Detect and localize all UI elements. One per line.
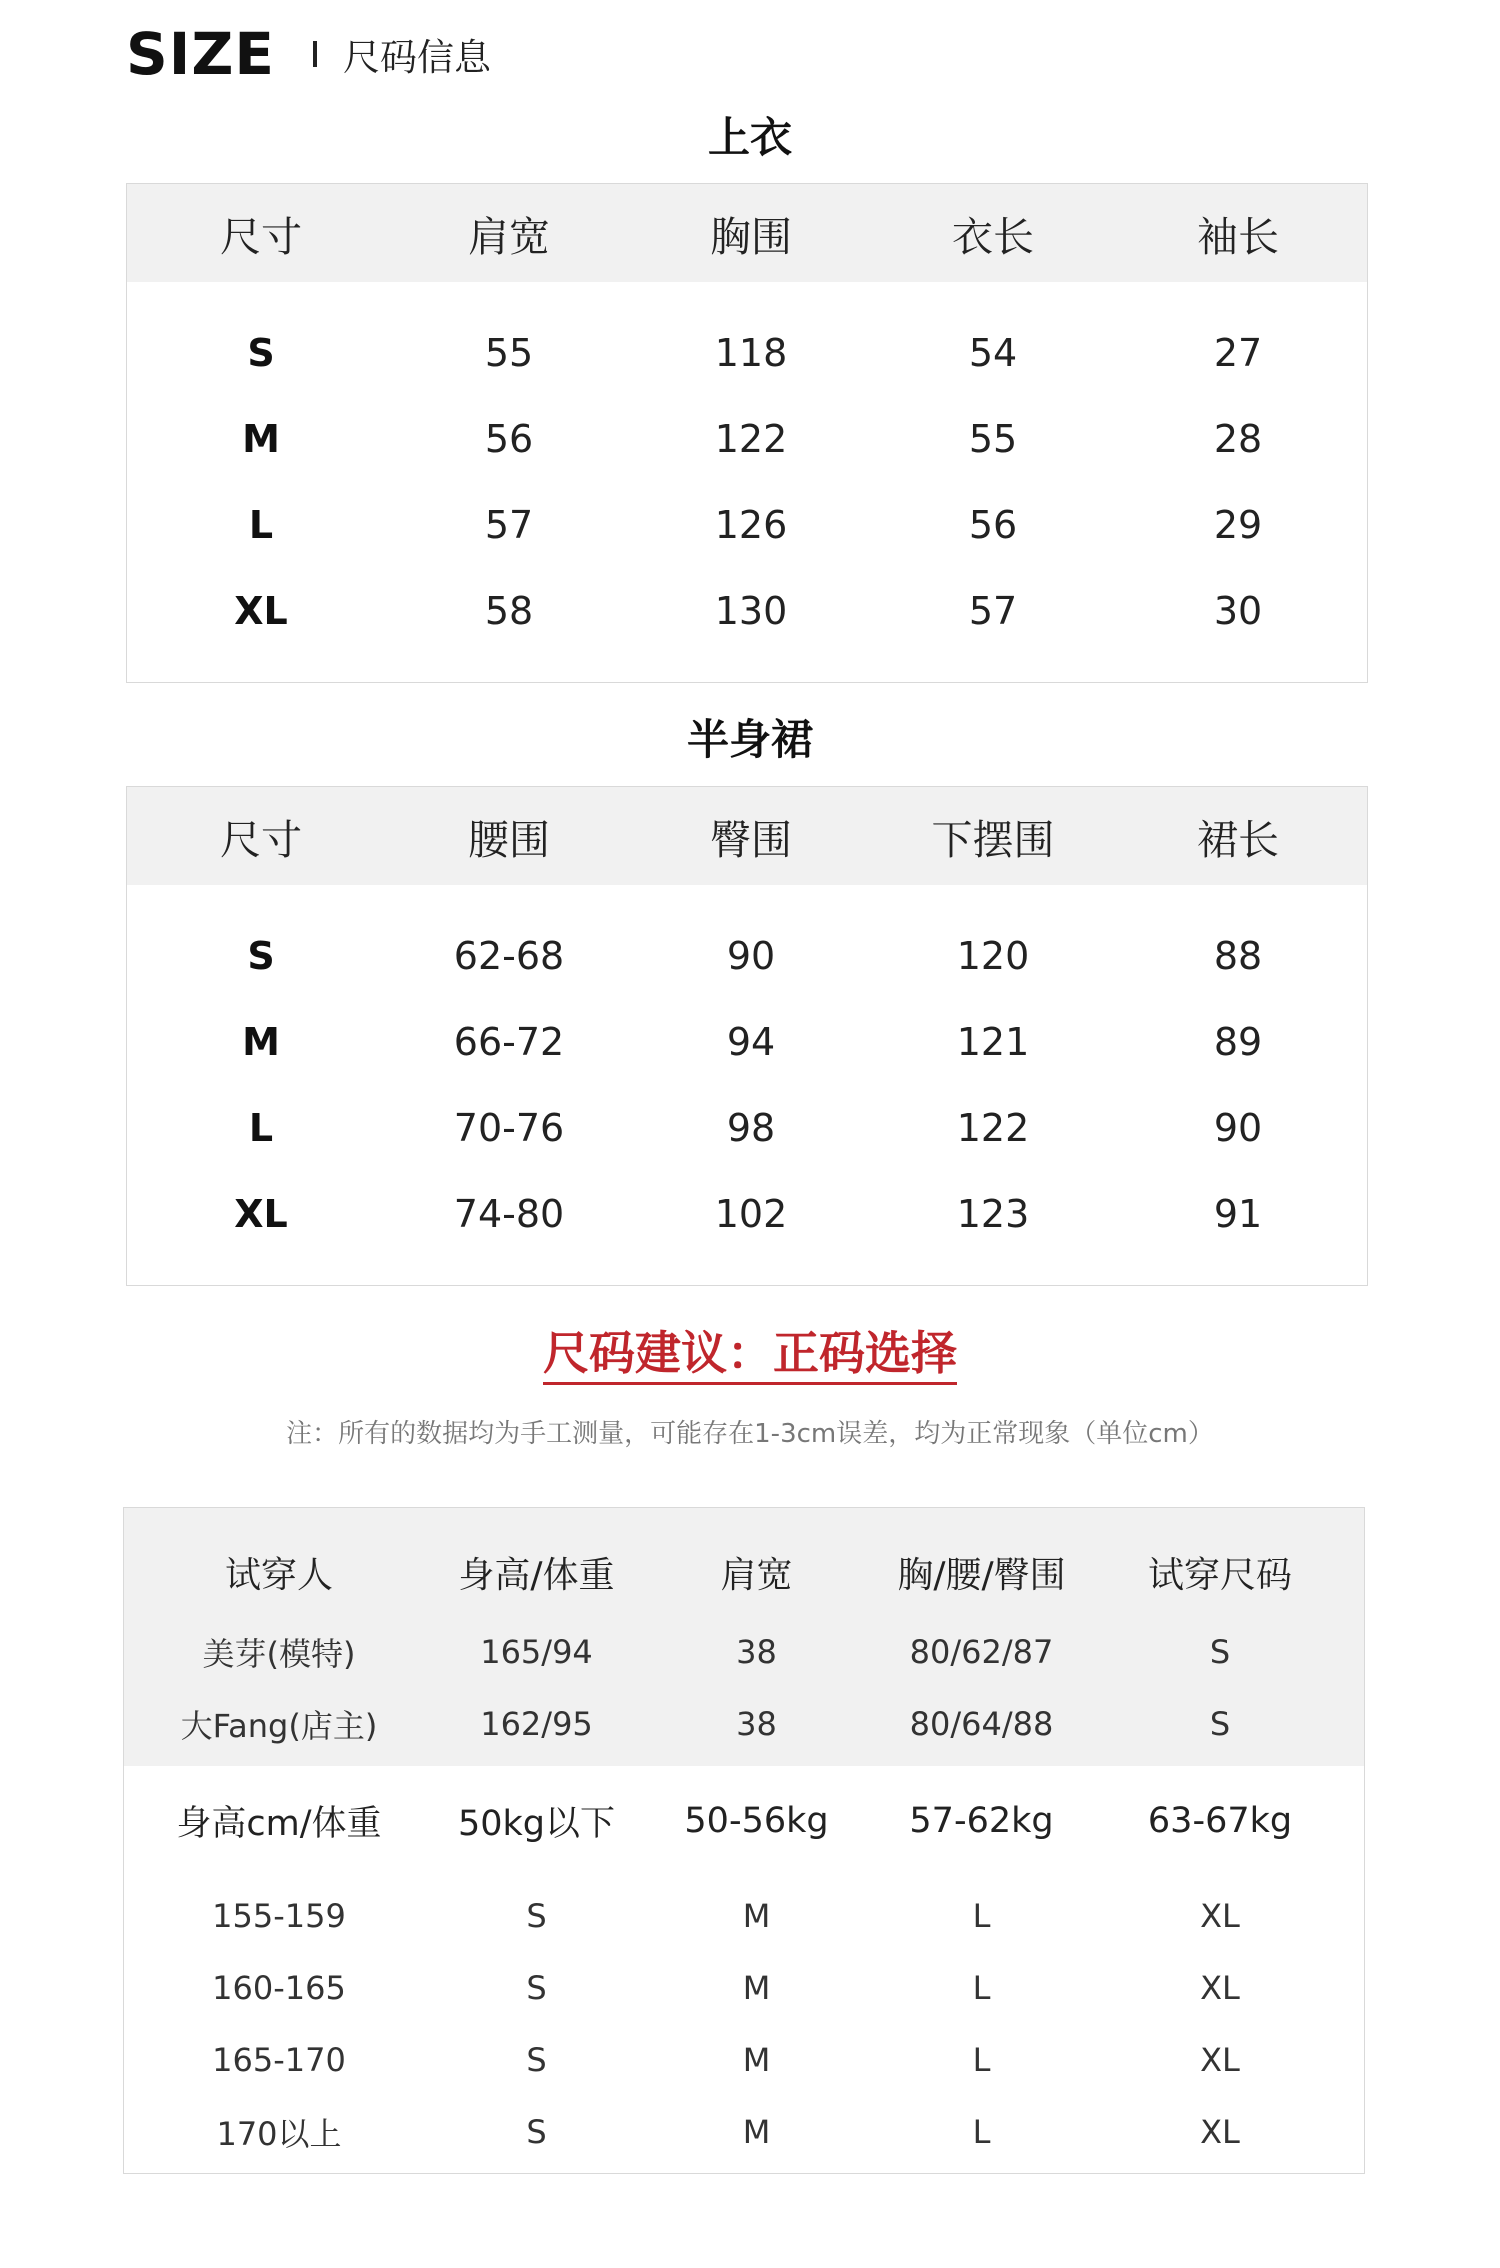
table-row [124, 1886, 1364, 1946]
size-cell: L [248, 503, 274, 547]
skirt-table-title: 半身裙 [686, 715, 813, 764]
table-cell: 102 [714, 1192, 788, 1236]
column-header: 身高cm/体重 [176, 1804, 382, 1844]
page-header [126, 18, 491, 90]
table-row [127, 999, 1367, 1085]
column-header: 肩宽 [720, 1554, 793, 1596]
size-cell: XL [234, 589, 288, 633]
top-table-header [127, 184, 1367, 282]
table-cell: 28 [1213, 417, 1263, 461]
table-cell: 162/95 [480, 1705, 593, 1743]
table-cell: 57 [484, 503, 534, 547]
skirt-table-body [127, 885, 1367, 1257]
table-cell: 美芽(模特) [202, 1635, 356, 1673]
measurement-note: 注：所有的数据均为手工测量，可能存在1-3cm误差，均为正常现象（单位cm） [286, 1419, 1214, 1449]
table-cell: M [742, 2041, 771, 2079]
table-cell: S [526, 1897, 547, 1935]
table-cell: 29 [1213, 503, 1263, 547]
table-cell: 118 [714, 331, 788, 375]
top-table-body [127, 282, 1367, 654]
skirt-size-table [126, 786, 1368, 1286]
table-cell: 121 [956, 1020, 1030, 1064]
table-row [124, 2030, 1364, 2090]
top-table-title: 上衣 [707, 113, 792, 162]
table-cell: 66-72 [453, 1020, 565, 1064]
size-cell: M [242, 1020, 280, 1064]
table-cell: 55 [968, 417, 1018, 461]
table-cell: 165/94 [480, 1633, 593, 1671]
column-header: 衣长 [952, 212, 1034, 261]
column-header: 臀围 [710, 815, 792, 864]
table-cell: L [972, 1969, 991, 2007]
fit-table-header [124, 1542, 1364, 1602]
table-cell: 54 [968, 331, 1018, 375]
table-cell: XL [1200, 1897, 1240, 1935]
table-cell: 90 [726, 934, 776, 978]
table-row [124, 1958, 1364, 2018]
table-cell: 55 [484, 331, 534, 375]
table-cell: 91 [1213, 1192, 1263, 1236]
table-cell: 80/64/88 [909, 1705, 1054, 1743]
table-cell: XL [1200, 1969, 1240, 2007]
column-header: 胸/腰/臀围 [897, 1554, 1066, 1596]
size-advice-text: 尺码建议：正码选择 [543, 1326, 957, 1385]
table-row [127, 396, 1367, 482]
size-heading: SIZE [126, 20, 276, 88]
table-cell: 62-68 [453, 934, 565, 978]
table-cell: 130 [714, 589, 788, 633]
table-cell: 90 [1213, 1106, 1263, 1150]
column-header: 身高/体重 [458, 1554, 615, 1596]
table-cell: 70-76 [453, 1106, 565, 1150]
column-header: 57-62kg [909, 1801, 1054, 1841]
table-cell: 165-170 [212, 2041, 346, 2079]
column-header: 袖长 [1197, 212, 1279, 261]
table-row [127, 1171, 1367, 1257]
table-cell: 160-165 [212, 1969, 346, 2007]
table-row [124, 2102, 1364, 2162]
table-cell: L [972, 1897, 991, 1935]
header-divider [313, 41, 317, 67]
size-cell: S [247, 331, 275, 375]
column-header: 50kg以下 [457, 1804, 616, 1844]
table-cell: XL [1200, 2041, 1240, 2079]
table-cell: 27 [1213, 331, 1263, 375]
table-cell: S [1209, 1705, 1231, 1743]
size-cell: XL [234, 1192, 288, 1236]
table-row [124, 1622, 1364, 1682]
table-cell: 155-159 [212, 1897, 346, 1935]
table-cell: S [526, 2113, 547, 2151]
column-header: 肩宽 [468, 212, 550, 261]
table-cell: 74-80 [453, 1192, 565, 1236]
size-cell: S [247, 934, 275, 978]
column-header: 胸围 [710, 212, 792, 261]
table-cell: 56 [968, 503, 1018, 547]
table-cell: 80/62/87 [909, 1633, 1054, 1671]
size-info-subtitle: 尺码信息 [343, 36, 492, 79]
top-size-table [126, 183, 1368, 683]
table-cell: 123 [956, 1192, 1030, 1236]
table-cell: S [526, 2041, 547, 2079]
table-cell: 122 [956, 1106, 1030, 1150]
table-cell: 98 [726, 1106, 776, 1150]
column-header: 试穿人 [224, 1554, 333, 1596]
table-row [124, 1694, 1364, 1754]
table-cell: M [742, 1969, 771, 2007]
fit-reference-table [123, 1507, 1365, 2174]
skirt-table-header [127, 787, 1367, 885]
table-row [127, 568, 1367, 654]
table-cell: 170以上 [216, 2115, 342, 2153]
table-row [127, 310, 1367, 396]
table-cell: 89 [1213, 1020, 1263, 1064]
table-cell: 57 [968, 589, 1018, 633]
table-row [127, 482, 1367, 568]
column-header: 50-56kg [684, 1801, 829, 1841]
table-cell: 126 [714, 503, 788, 547]
table-cell: S [526, 1969, 547, 2007]
table-cell: M [742, 1897, 771, 1935]
table-row [127, 1085, 1367, 1171]
size-cell: M [242, 417, 280, 461]
table-cell: 88 [1213, 934, 1263, 978]
table-cell: 122 [714, 417, 788, 461]
column-header: 尺寸 [220, 815, 302, 864]
table-cell: M [742, 2113, 771, 2151]
table-cell: 120 [956, 934, 1030, 978]
table-cell: L [972, 2041, 991, 2079]
table-cell: 30 [1213, 589, 1263, 633]
column-header: 裙长 [1197, 815, 1279, 864]
column-header: 试穿尺码 [1147, 1554, 1292, 1596]
table-cell: S [1209, 1633, 1231, 1671]
column-header: 63-67kg [1147, 1801, 1293, 1841]
table-cell: L [972, 2113, 991, 2151]
table-cell: 56 [484, 417, 534, 461]
table-cell: 58 [484, 589, 534, 633]
size-advice [0, 1317, 1500, 1383]
column-header: 腰围 [468, 815, 550, 864]
reference-table-header [124, 1791, 1364, 1851]
table-cell: 38 [736, 1705, 777, 1743]
column-header: 下摆围 [931, 815, 1055, 864]
table-cell: XL [1200, 2113, 1240, 2151]
column-header: 尺寸 [220, 212, 302, 261]
table-cell: 38 [736, 1633, 777, 1671]
table-row [127, 913, 1367, 999]
table-cell: 大Fang(店主) [180, 1707, 378, 1745]
table-cell: 94 [726, 1020, 776, 1064]
size-cell: L [248, 1106, 274, 1150]
